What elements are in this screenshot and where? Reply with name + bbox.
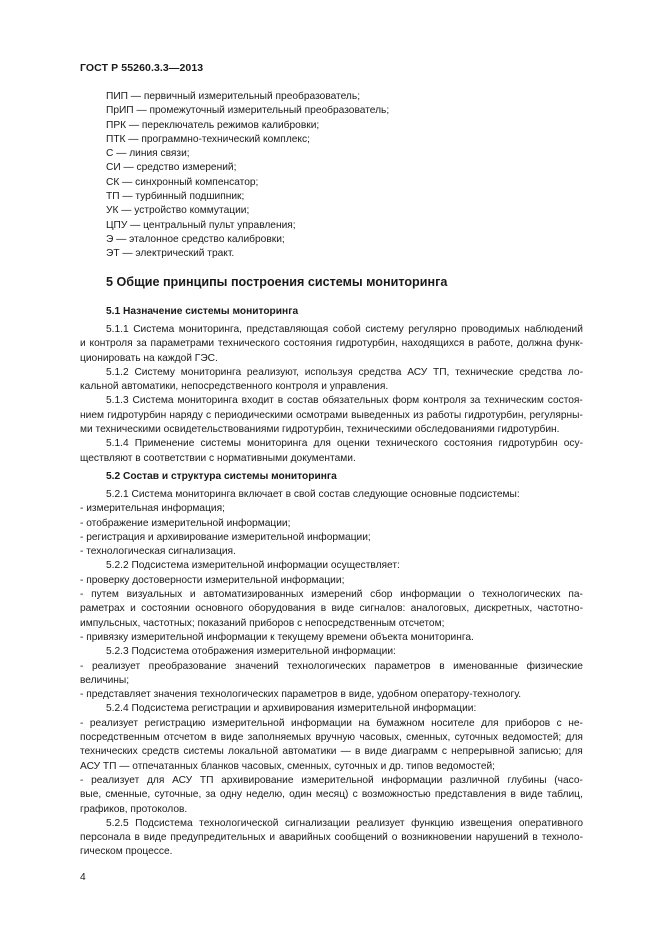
word: виде xyxy=(143,832,167,844)
text-line: - привязку измерительной информации к текущему времени объекта мониторинга. xyxy=(80,631,474,643)
word: технического xyxy=(217,338,280,350)
word: автоматизированных xyxy=(203,589,304,601)
word: для xyxy=(313,438,331,450)
abbreviation-item: ЦПУ — центральный пульт управления; xyxy=(106,219,296,231)
text-line: 5.2.1 Система мониторинга включает в свой состав следующие основные подсистемы: xyxy=(106,489,520,500)
text-line: импульсных, частотных; показаний приборов с непосредственным отсчетом; xyxy=(80,617,445,629)
word: состояния xyxy=(283,338,333,350)
word: аналоговых, xyxy=(410,603,470,615)
abbreviation-item: УК — устройство коммутации; xyxy=(106,205,250,217)
abbreviation-item: ТП — турбинный подшипник; xyxy=(106,191,245,203)
word: информации xyxy=(381,774,443,786)
word: оперативного xyxy=(518,817,583,829)
word: регулярно xyxy=(408,324,457,335)
word: состоя- xyxy=(547,395,583,407)
word: одну xyxy=(219,789,243,801)
page-number: 4 xyxy=(80,872,86,883)
word: ТП xyxy=(199,774,214,786)
word: локальной xyxy=(227,746,279,758)
word: в xyxy=(510,789,516,801)
word: АСУ xyxy=(172,774,193,786)
word: диаграмм xyxy=(391,746,438,758)
word: измерительной xyxy=(212,717,285,729)
word: с xyxy=(556,717,562,729)
word: путем xyxy=(91,589,119,601)
word: записью; xyxy=(518,746,562,758)
word: обязательных xyxy=(322,395,389,407)
word: о xyxy=(468,589,475,601)
word: и xyxy=(189,589,196,601)
text-line xyxy=(80,323,583,337)
text-line: - технологическая сигнализация. xyxy=(80,546,236,558)
word: осмотрами xyxy=(296,409,348,421)
word: сбор xyxy=(370,589,393,601)
text-line xyxy=(80,337,583,351)
word: технологических xyxy=(482,589,561,601)
word: с xyxy=(206,409,212,421)
text-line xyxy=(80,437,583,451)
word: возможностью xyxy=(361,789,431,801)
word: основного xyxy=(195,603,244,615)
word: физические xyxy=(526,660,583,672)
section-5-2-heading: 5.2 Состав и структура системы мониторинга xyxy=(106,471,337,482)
word: отсчетом xyxy=(163,732,207,744)
section-5-1-heading: 5.1 Назначение системы мониторинга xyxy=(106,306,299,317)
word: оборудования xyxy=(248,603,316,615)
word: различной xyxy=(450,774,500,786)
word: сигналов: xyxy=(359,603,406,615)
word: дискретных, xyxy=(474,603,533,615)
word: АСУ xyxy=(407,366,428,378)
text-line: ществляют в соответствии с нормативными документами. xyxy=(80,452,356,464)
text-line xyxy=(80,602,583,616)
word: осу- xyxy=(563,438,583,450)
word: извещения xyxy=(460,817,513,829)
text-line xyxy=(80,588,583,602)
text-line: - представляет значения технологических параметров в виде, удобном оператору-технологу. xyxy=(80,689,522,701)
word: - xyxy=(80,717,84,729)
word: для xyxy=(146,774,165,786)
word: за xyxy=(470,395,481,407)
word: носителе xyxy=(431,717,475,729)
abbreviation-item: С — линия связи; xyxy=(106,148,190,160)
word: мониторинга xyxy=(247,438,308,450)
abbreviation-item: ПИП — первичный измерительный преобразователь; xyxy=(106,91,361,102)
word: месяц) xyxy=(315,789,349,801)
word: средства xyxy=(519,366,563,378)
text-line: величины; xyxy=(80,674,130,686)
word: ТП, xyxy=(433,366,450,378)
word: виде xyxy=(220,732,244,744)
word: па- xyxy=(568,589,583,601)
word: предупредительных xyxy=(170,832,266,844)
word: раметрах xyxy=(80,603,125,615)
word: преобразование xyxy=(148,660,227,672)
word: виде xyxy=(331,603,355,615)
word: должна xyxy=(516,338,553,350)
word: именованные xyxy=(453,660,519,672)
word: значений xyxy=(234,660,279,672)
text-line: графиков, протоколов. xyxy=(80,803,188,815)
word: Подсистема xyxy=(135,817,193,829)
word: - xyxy=(80,660,84,672)
word: технологической xyxy=(199,817,279,829)
text-line: - измерительная информация; xyxy=(80,503,225,515)
word: функ- xyxy=(556,338,583,350)
word: автоматики xyxy=(282,746,337,758)
word: параметров xyxy=(374,660,431,672)
abbreviation-item: ЭТ — электрический тракт. xyxy=(106,248,235,260)
word: наряду xyxy=(169,409,203,421)
word: с xyxy=(352,789,358,801)
word: суточные, xyxy=(154,789,202,801)
word: входит xyxy=(241,395,274,407)
word: нарушений xyxy=(475,832,529,844)
abbreviation-item: СК — синхронный компенсатор; xyxy=(106,176,259,188)
text-line: 5.2.3 Подсистема отображения измерительной информации: xyxy=(106,646,396,658)
word: 5.1.1 xyxy=(106,324,129,335)
abbreviation-item: ПРК — переключатель режимов калибровки; xyxy=(106,119,320,131)
word: непрерывной xyxy=(451,746,515,758)
word: гидротурбин xyxy=(498,438,558,450)
text-line: 5.2.2 Подсистема измерительной информации осуществляет: xyxy=(106,560,400,572)
word: и xyxy=(269,832,276,844)
word: технических xyxy=(80,746,138,758)
abbreviation-item: ПрИП — промежуточный измерительный преобразователь; xyxy=(106,105,390,117)
word: гидротурбин xyxy=(107,409,167,421)
word: вручную xyxy=(315,732,356,744)
abbreviation-list xyxy=(106,90,389,262)
word: Система xyxy=(133,324,175,335)
word: 5.1.2 xyxy=(106,366,129,378)
word: системы xyxy=(200,438,241,450)
word: реализует xyxy=(356,817,405,829)
word: — xyxy=(340,746,351,758)
word: работе, xyxy=(477,338,514,350)
text-line: - регистрация и архивирование измерительной информации; xyxy=(80,531,371,543)
word: возникновении xyxy=(401,832,472,844)
word: технического xyxy=(375,438,438,450)
word: аварийных xyxy=(278,832,331,844)
word: приборов xyxy=(505,717,551,729)
word: сигнализации xyxy=(284,817,350,829)
text-line xyxy=(80,409,583,423)
word: персонала xyxy=(80,832,131,844)
text-line: кальной автоматики, непосредственного контроля и управления. xyxy=(80,381,389,393)
word: системы xyxy=(183,746,224,758)
word: один xyxy=(289,789,312,801)
word: архивирование xyxy=(221,774,294,786)
word: работы xyxy=(426,409,462,421)
word: гидротурбин, xyxy=(464,409,527,421)
word: и xyxy=(80,338,86,350)
word: из xyxy=(413,409,424,421)
word: в xyxy=(354,746,361,758)
word: реализует xyxy=(91,774,140,786)
word: глубины xyxy=(507,774,547,786)
word: наблюдений xyxy=(524,324,583,335)
word: вые, xyxy=(80,789,102,801)
text-line: ми техническими освидетельствованиями гидротурбин, техническими обследованиями гидротурбин. xyxy=(80,424,560,436)
word: мониторинга xyxy=(177,395,238,407)
word: проводимых xyxy=(461,324,520,335)
word: в xyxy=(320,603,327,615)
text-line: 5.2.4 Подсистема регистрации и архивирования измерительной информации: xyxy=(106,703,477,715)
word: в xyxy=(134,832,140,844)
word: представляющая xyxy=(246,324,329,335)
word: средства xyxy=(358,366,402,378)
word: с xyxy=(441,746,447,758)
word: технологических xyxy=(287,660,366,672)
word: - xyxy=(80,589,84,601)
word: - xyxy=(80,774,84,786)
word: техноло- xyxy=(541,832,583,844)
word: о xyxy=(391,832,398,844)
word: техническим xyxy=(484,395,544,407)
word: собой xyxy=(332,324,361,335)
word: измерительной xyxy=(301,774,374,786)
word: неделю, xyxy=(246,789,285,801)
word: гидротурбин, xyxy=(335,338,398,350)
word: мониторинга, xyxy=(178,324,242,335)
word: мониторинга xyxy=(180,366,242,378)
word: для xyxy=(565,732,583,744)
word: ло- xyxy=(567,366,583,378)
word: суточных xyxy=(454,732,499,744)
abbreviation-item: ПТК — программно-технический комплекс; xyxy=(106,133,310,145)
word: информации xyxy=(400,589,462,601)
word: реализуют, xyxy=(246,366,299,378)
abbreviation-item: СИ — средство измерений; xyxy=(106,162,237,174)
word: реализует xyxy=(91,660,141,672)
word: в xyxy=(439,660,445,672)
text-line xyxy=(80,774,583,788)
word: систему xyxy=(365,324,404,335)
word: информации xyxy=(291,717,352,729)
word: выведенных xyxy=(351,409,410,421)
section-5-1-body xyxy=(80,323,583,466)
text-line xyxy=(80,731,583,745)
text-line xyxy=(80,394,583,408)
word: виде xyxy=(364,746,388,758)
text-line xyxy=(80,717,583,731)
word: измерений xyxy=(311,589,363,601)
word: за xyxy=(136,338,147,350)
text-line: - отображение измерительной информации; xyxy=(80,517,291,529)
word: контроля xyxy=(89,338,133,350)
word: заполняемых xyxy=(247,732,312,744)
word: 5.1.3 xyxy=(106,395,129,407)
word: состояния xyxy=(443,438,493,450)
text-line xyxy=(80,745,583,759)
section-5-2-body xyxy=(80,488,583,860)
word: нием xyxy=(80,409,104,421)
word: Система xyxy=(132,395,174,407)
word: реализует xyxy=(89,717,139,729)
word: состав xyxy=(286,395,319,407)
document-code-header: ГОСТ Р 55260.3.3—2013 xyxy=(80,62,204,74)
text-line: АСУ ТП — отпечатанных бланков часовых, сменных, суточных и др. типов ведомостей; xyxy=(80,760,496,772)
word: используя xyxy=(304,366,353,378)
word: за xyxy=(205,789,216,801)
word: и xyxy=(130,603,136,615)
word: Применение xyxy=(134,438,195,450)
word: форм xyxy=(392,395,420,407)
word: (часо- xyxy=(554,774,583,786)
word: бумажном xyxy=(376,717,425,729)
abbreviation-item: Э — эталонное средство калибровки; xyxy=(106,233,285,245)
word: в xyxy=(532,832,538,844)
text-line: - проверку достоверности измерительной информации; xyxy=(80,574,345,586)
word: посредственным xyxy=(80,732,160,744)
word: для xyxy=(565,746,583,758)
word: виде xyxy=(520,789,543,801)
word: в xyxy=(468,338,474,350)
text-line xyxy=(80,817,583,831)
word: для xyxy=(481,717,499,729)
text-line xyxy=(80,788,583,802)
word: оценки xyxy=(337,438,370,450)
word: частотно- xyxy=(537,603,583,615)
word: на xyxy=(358,717,370,729)
word: сменные, xyxy=(105,789,151,801)
word: регистрацию xyxy=(144,717,206,729)
word: в xyxy=(210,732,217,744)
word: визуальных xyxy=(126,589,183,601)
word: технические xyxy=(455,366,514,378)
word: часовых, xyxy=(359,732,402,744)
word: сменных, xyxy=(406,732,451,744)
word: не- xyxy=(568,717,583,729)
word: представления xyxy=(434,789,507,801)
word: сообщений xyxy=(334,832,388,844)
text-line xyxy=(80,660,583,674)
word: ведомостей; xyxy=(502,732,562,744)
word: Систему xyxy=(134,366,176,378)
word: находящихся xyxy=(401,338,465,350)
word: параметрами xyxy=(150,338,215,350)
word: контроля xyxy=(423,395,467,407)
section-5-heading: 5 Общие принципы построения системы мониторинга xyxy=(106,275,448,289)
word: регулярны- xyxy=(529,409,583,421)
text-line: гическом процессе. xyxy=(80,846,173,858)
text-line xyxy=(80,831,583,845)
word: средств xyxy=(141,746,180,758)
word: функцию xyxy=(411,817,454,829)
word: 5.1.4 xyxy=(106,438,129,450)
word: таблиц, xyxy=(546,789,583,801)
word: в xyxy=(277,395,284,407)
word: периодическими xyxy=(214,409,293,421)
word: состоянии xyxy=(141,603,190,615)
word: 5.2.5 xyxy=(106,817,129,829)
text-line xyxy=(80,366,583,380)
text-line: ционировать на каждой ГЭС. xyxy=(80,352,218,364)
